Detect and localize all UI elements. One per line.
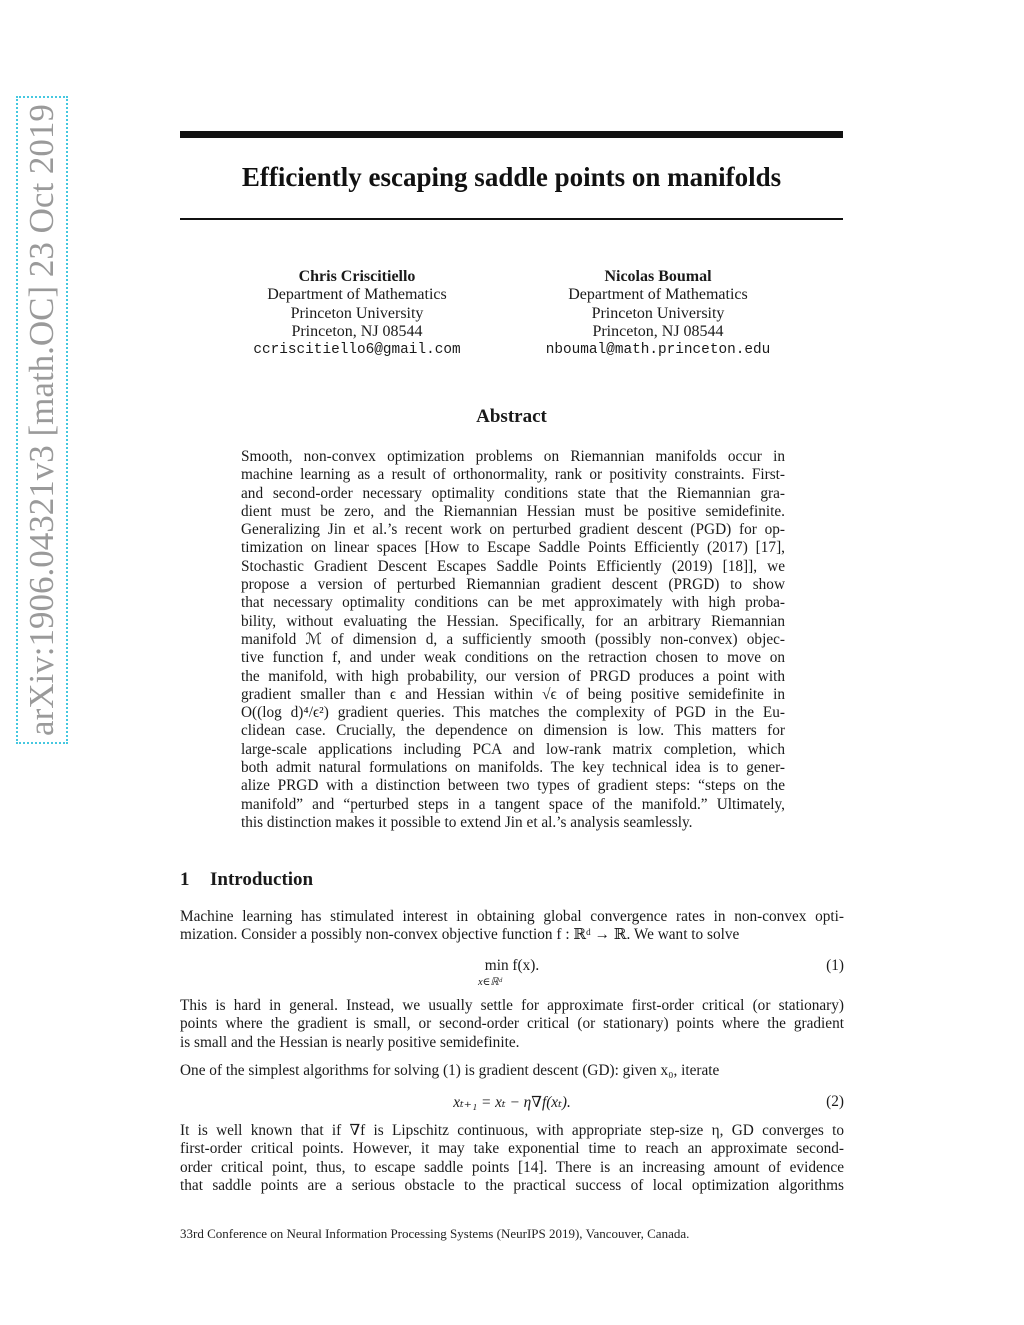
- abstract-body-line: both admit natural formulations on manifolds. The key technical idea is to gener-: [241, 759, 785, 777]
- abstract-body-line: large-scale applications including PCA and low-rank matrix completion, which: [241, 740, 785, 758]
- intro-paragraph-3: [180, 1062, 844, 1080]
- abstract-body-line: alize PRGD with a distinction between two types of gradient steps: “steps on the: [241, 777, 785, 795]
- abstract-body-line: bility, without evaluating the Hessian. Specifically, for an arbitrary Riemannian: [241, 612, 785, 630]
- abstract-body-line: gradient smaller than ϵ and Hessian within √ϵ of being positive semidefinite in: [241, 685, 785, 703]
- section-title: Introduction: [210, 869, 314, 890]
- abstract-body-line: O((log d)⁴/ϵ²) gradient queries. This matches the complexity of PGD in the Eu-: [241, 704, 785, 722]
- author-email[interactable]: nboumal@math.princeton.edu: [545, 342, 771, 359]
- author-university: Princeton University: [591, 304, 725, 322]
- intro-p1-line: mization. Consider a possibly non-convex objective function f : ℝᵈ → ℝ. We want to solve: [180, 926, 740, 944]
- section-number: 1: [180, 869, 190, 890]
- abstract-body-line: propose a version of perturbed Riemannian gradient descent (PRGD) to show: [241, 576, 785, 594]
- arxiv-side-stamp: [12, 0, 72, 920]
- intro-p1-line: Machine learning has stimulated interest in obtaining global convergence rates in non-convex opti-: [180, 908, 844, 925]
- abstract-body-line: machine learning as a result of orthonormality, rank or positivity constraints. First-: [241, 466, 785, 484]
- author-name: Nicolas Boumal: [604, 268, 712, 285]
- abstract-body-line: the manifold, with high probability, our version of PRGD produces a point with: [241, 667, 785, 685]
- author-name: Chris Criscitiello: [298, 268, 416, 285]
- author-city: Princeton, NJ 08544: [592, 322, 724, 340]
- intro-p2-line: points where the gradient is small, or second-order critical (or stationary) points where the gradient: [180, 1015, 844, 1033]
- conference-footnote: 33rd Conference on Neural Information Processing Systems (NeurIPS 2019), Vancouver, Canada.: [180, 1226, 690, 1241]
- author-department: Department of Mathematics: [568, 286, 748, 304]
- abstract-body-line: Generalizing Jin et al.’s recent work on perturbed gradient descent (PGD) for op-: [241, 521, 785, 539]
- abstract-body-line: Smooth, non-convex optimization problems on Riemannian manifolds occur in: [241, 448, 785, 465]
- abstract-body-line: that necessary optimality conditions can be met approximately with high proba-: [241, 594, 785, 612]
- abstract-body-line: this distinction makes it possible to extend Jin et al.’s analysis seamlessly.: [241, 813, 693, 831]
- intro-p2-line: is small and the Hessian is nearly positive semidefinite.: [180, 1033, 520, 1051]
- title-top-rule: [180, 131, 843, 138]
- equation-2-body: xₜ₊₁ = xₜ − η∇f(xₜ).: [453, 1094, 571, 1111]
- arxiv-identifier[interactable]: arXiv:1906.04321v3 [math.OC] 23 Oct 2019: [16, 96, 68, 744]
- abstract-body-line: timization on linear spaces [How to Escape Saddle Points Efficiently (2017) [17],: [241, 539, 785, 557]
- equation-1-expression: min f(x).: [484, 957, 540, 974]
- author-block-1: [207, 268, 507, 359]
- paper-title: Efficiently escaping saddle points on manifolds: [241, 162, 782, 192]
- equation-1-number: (1): [826, 957, 844, 974]
- intro-p4-line: first-order critical points. However, it may take exponential time to reach an approximate second-: [180, 1140, 844, 1158]
- abstract-body-line: manifold” and “perturbed steps in a tangent space of the manifold.” Ultimately,: [241, 795, 785, 813]
- intro-paragraph-3-line: One of the simplest algorithms for solving (1) is gradient descent (GD): given x₀, iterate: [180, 1062, 720, 1079]
- author-city: Princeton, NJ 08544: [291, 322, 423, 340]
- intro-paragraph-2: [180, 997, 844, 1052]
- author-block-2: [508, 268, 808, 359]
- intro-p2-line: This is hard in general. Instead, we usually settle for approximate first-order critical (or stationary): [180, 997, 844, 1014]
- abstract-body-line: manifold ℳ of dimension d, a sufficiently smooth (possibly non-convex) objec-: [241, 630, 785, 648]
- title-bottom-rule: [180, 218, 843, 220]
- equation-2: [180, 1093, 844, 1113]
- abstract-body: [241, 448, 785, 832]
- intro-paragraph-1: [180, 908, 844, 945]
- abstract-body-line: dient must be zero, and the Riemannian Hessian must be positive semidefinite.: [241, 502, 785, 520]
- author-email[interactable]: ccriscitiello6@gmail.com: [253, 342, 461, 359]
- abstract-body-line: and second-order necessary optimality conditions state that the Riemannian gra-: [241, 484, 785, 502]
- abstract-body-line: tive function f, and under weak conditions on the retraction chosen to move on: [241, 649, 785, 667]
- equation-2-number: (2): [826, 1093, 844, 1110]
- equation-1: [180, 957, 844, 989]
- equation-1-subscript: x∈ℝᵈ: [477, 977, 502, 988]
- author-department: Department of Mathematics: [267, 286, 447, 304]
- equation-1-body: [180, 957, 844, 993]
- author-university: Princeton University: [290, 304, 424, 322]
- intro-p4-line: that saddle points are a serious obstacle to the practical success of local optimization algorithms: [180, 1176, 844, 1194]
- section-heading: [180, 869, 313, 891]
- abstract-body-line: Stochastic Gradient Descent Escapes Saddle Points Efficiently (2019) [18]], we: [241, 557, 785, 575]
- intro-paragraph-4: [180, 1122, 844, 1195]
- intro-p4-line: It is well known that if ∇f is Lipschitz continuous, with appropriate step-size η, GD converges to: [180, 1122, 844, 1139]
- abstract-heading: Abstract: [476, 406, 547, 427]
- intro-p4-line: order critical point, thus, to escape saddle points [14]. There is an increasing amount of evidence: [180, 1158, 844, 1176]
- abstract-body-line: clidean case. Crucially, the dependence on dimension is low. This matters for: [241, 722, 785, 740]
